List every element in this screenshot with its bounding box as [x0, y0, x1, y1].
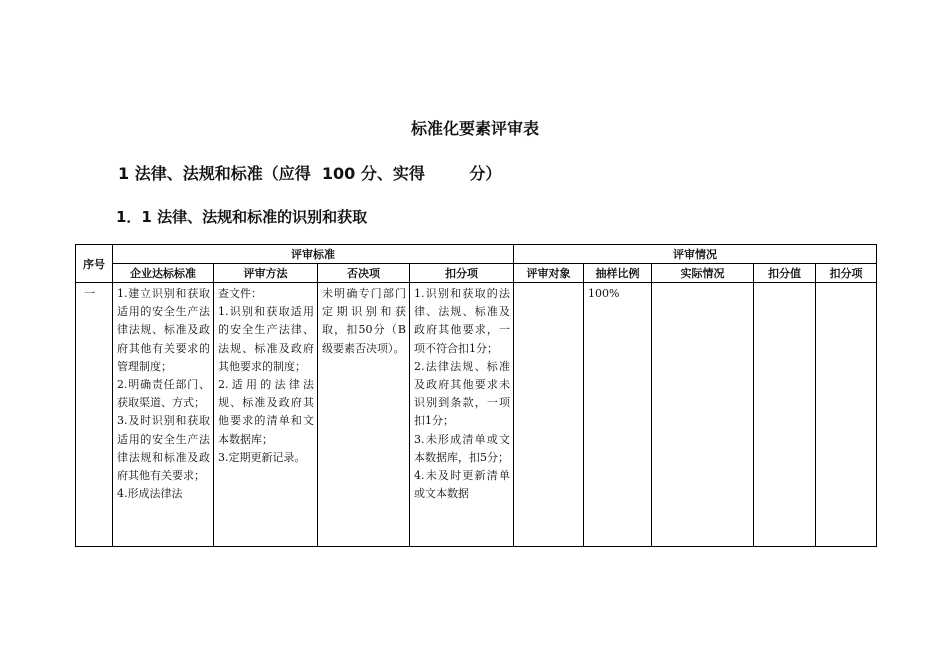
cell-standard	[113, 283, 213, 546]
header-method: 评审方法	[214, 264, 318, 283]
deduction-line: 1.识别和获取的法律、法规、标准及政府其他要求，一项不符合扣1分；	[414, 287, 510, 355]
method-line: 1.识别和获取适用的安全生产法律、法规、标准及政府其他要求的制度；	[218, 305, 314, 373]
header-deduction: 扣分项	[410, 264, 514, 283]
standard-line: 1.建立识别和获取适用的安全生产法律法规、标准及政府其他有关要求的管理制度；	[117, 287, 210, 373]
cell-deducted-items	[816, 283, 876, 546]
header-standard: 企业达标标准	[113, 264, 214, 283]
cell-actual	[652, 283, 753, 546]
document-title: 标准化要素评审表	[410, 119, 539, 138]
standard-line: 4.形成法律法	[117, 487, 183, 501]
subsection-heading: 1．1 法律、法规和标准的识别和获取	[116, 208, 368, 226]
standard-line: 2.明确责任部门、获取渠道、方式；	[117, 378, 210, 410]
header-target: 评审对象	[514, 264, 584, 283]
section-heading: 1 法律、法规和标准（应得 100 分、实得 分）	[118, 164, 502, 183]
header-criteria: 评审标准	[113, 245, 514, 264]
cell-veto: 未明确专门部门定期识别和获取，扣50分（B级要素否决项）。	[322, 287, 406, 355]
review-table	[75, 244, 877, 547]
cell-sampling: 100%	[588, 287, 620, 300]
deduction-line: 3.未形成清单或文本数据库，扣5分；	[414, 432, 510, 464]
header-veto: 否决项	[318, 264, 410, 283]
cell-target	[514, 283, 583, 546]
header-review: 评审情况	[514, 245, 877, 264]
cell-deduction	[410, 283, 513, 546]
method-line: 查文件：	[218, 287, 262, 300]
row-seq: 一	[84, 287, 95, 300]
table-row	[76, 283, 877, 547]
method-line: 3.定期更新记录。	[218, 450, 306, 464]
deduction-line: 4.未及时更新清单或文本数据	[414, 469, 510, 501]
header-sampling: 抽样比例	[584, 264, 652, 283]
standard-line: 3.及时识别和获取适用的安全生产法律法规和标准及政府其他有关要求；	[117, 414, 210, 483]
header-actual: 实际情况	[652, 264, 754, 283]
cell-method	[214, 283, 317, 546]
method-line: 2.适用的法律法规、标准及政府其他要求的清单和文本数据库；	[218, 378, 314, 446]
header-seq: 序号	[76, 245, 113, 283]
header-deducted-items: 扣分项	[816, 264, 877, 283]
cell-points	[754, 283, 815, 546]
header-points: 扣分值	[754, 264, 816, 283]
deduction-line: 2.法律法规、标准及政府其他要求未识别到条款，一项扣1分；	[414, 359, 510, 428]
